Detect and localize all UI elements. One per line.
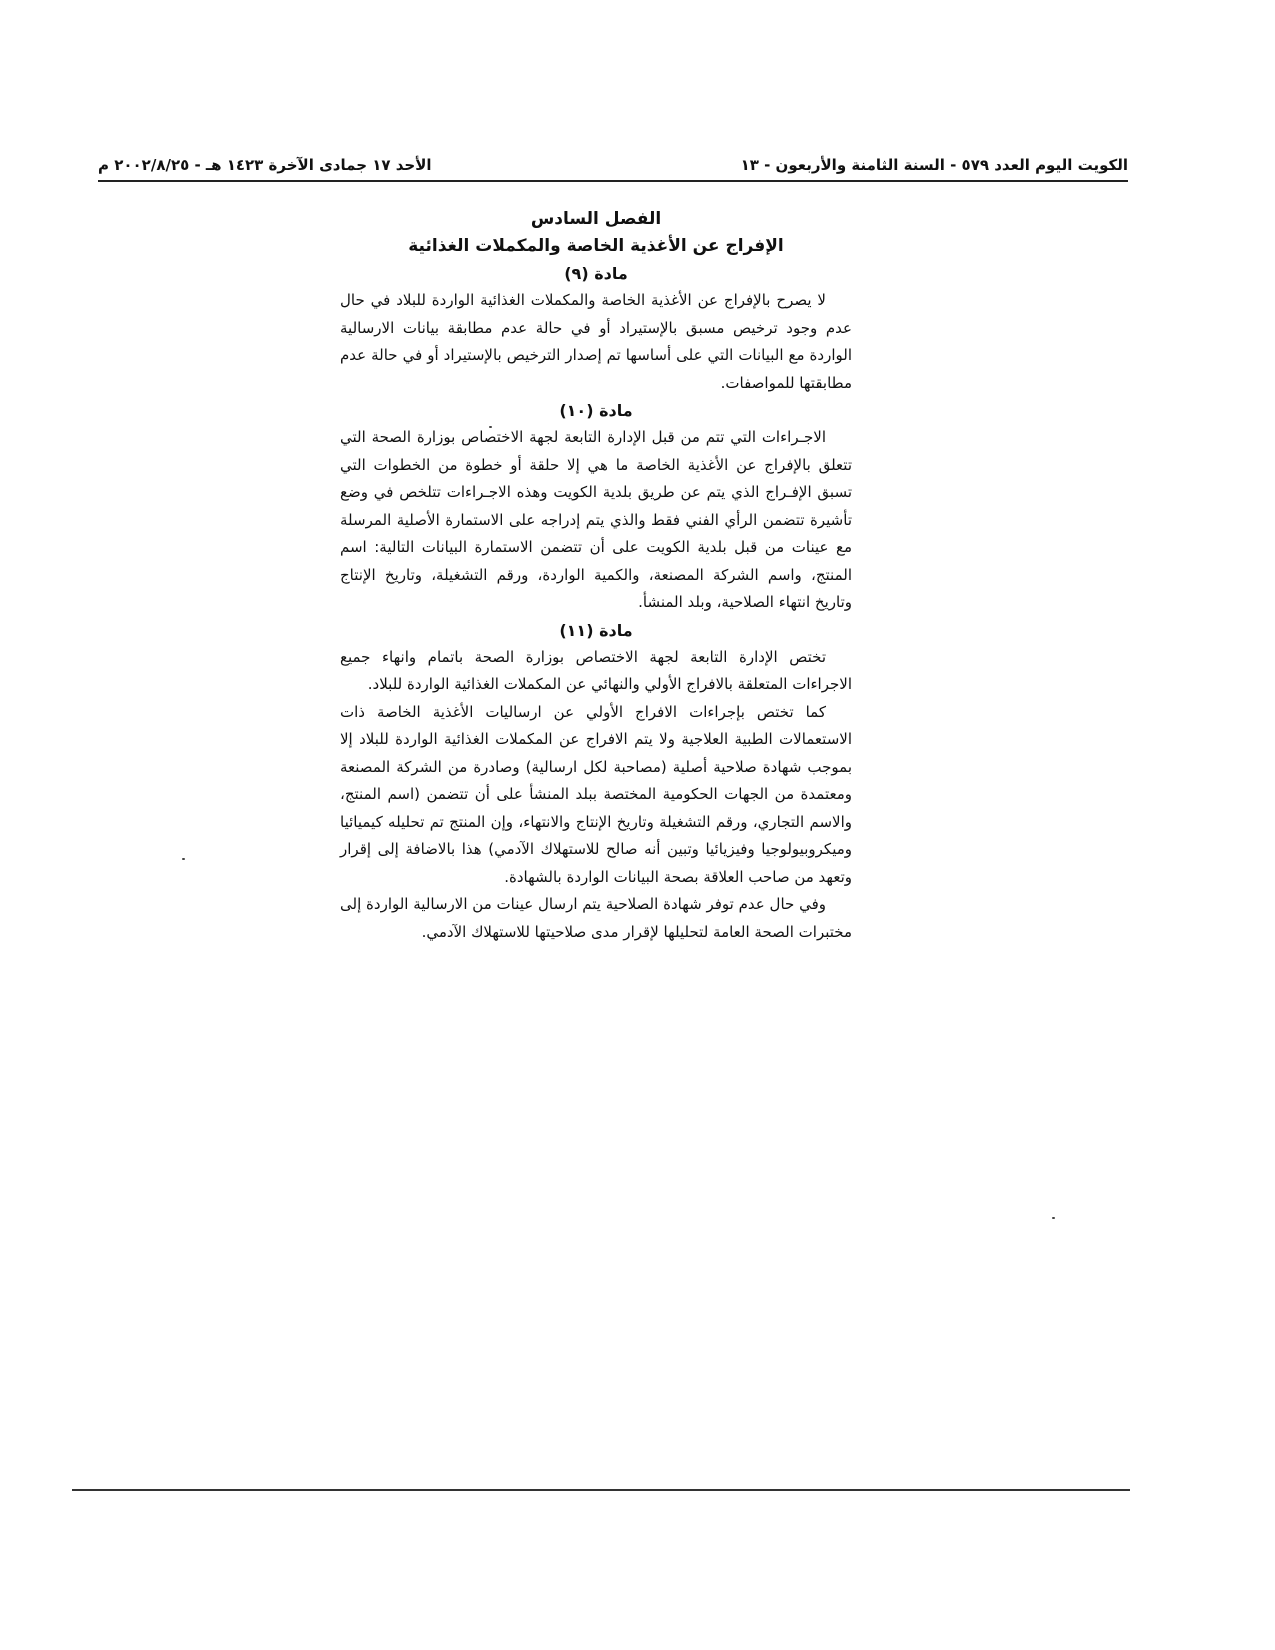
article-9 <box>340 260 852 397</box>
article-heading: مادة (٩) <box>564 264 628 283</box>
article-paragraph: وفي حال عدم توفر شهادة الصلاحية يتم ارسال عينات من الارسالية الواردة إلى مختبرات الصحة العامة لتحليلها لإقرار مدى صلاحيتها للاستهلاك الآدمي. <box>340 895 852 941</box>
article-paragraph: لا يصرح بالإفراج عن الأغذية الخاصة والمكملات الغذائية الواردة للبلاد في حال عدم وجود ترخيص مسبق بالإستيراد أو في حالة عدم مطابقة بيانات الارسالية الواردة مع البيانات التي على أساسها تم إصدار الترخيص بالإستيراد أو في حالة عدم مطابقتها للمواصفات. <box>340 291 852 392</box>
article-paragraph: كما تختص بإجراءات الافراج الأولي عن ارساليات الأغذية الخاصة ذات الاستعمالات الطبية العلاجية ولا يتم الافراج عن المكملات الغذائية الواردة للبلاد إلا بموجب شهادة صلاحية أصلية (مصاحبة لكل ارسالية) وصادرة من الشركة المصنعة ومعتمدة من الجهات الحكومية المختصة ببلد المنشأ على أن تتضمن (اسم المنتج، والاسم التجاري، ورقم التشغيلة وتاريخ الإنتاج والانتهاء، وإن المنتج تم تحليله كيميائيا وميكروبيولوجيا وفيزيائيا وتبين أنه صالح للاستهلاك الآدمي) هذا بالاضافة إلى إقرار وتعهد من صاحب العلاقة بصحة البيانات الواردة بالشهادة. <box>340 702 852 886</box>
scan-speck <box>1052 1217 1055 1219</box>
page-header <box>98 150 1128 182</box>
article-paragraph: تختص الإدارة التابعة لجهة الاختصاص بوزارة الصحة باتمام وانهاء جميع الاجراءات المتعلقة بالافراج الأولي والنهائي عن المكملات الغذائية الواردة للبلاد. <box>340 647 852 693</box>
article-10 <box>340 397 852 617</box>
article-paragraph: الاجـراءات التي تتم من قبل الإدارة التابعة لجهة الاختصاص بوزارة الصحة التي تتعلق بالإفراج عن الأغذية الخاصة ما هي إلا حلقة أو خطوة من الخطوات التي تسبق الإفـراج الذي يتم عن طريق بلدية الكويت وهذه الاجـراءات تتلخص في وضع تأشيرة تتضمن الرأي الفني فقط والذي يتم إدراجه على الاستمارة الأصلية المرسلة مع عينات من قبل بلدية الكويت على أن تتضمن الاستمارة البيانات التالية: اسم المنتج، واسم الشركة المصنعة، والكمية الواردة، ورقم التشغيلة، وتاريخ الإنتاج وتاريخ انتهاء الصلاحية، وبلد المنشأ. <box>340 428 852 611</box>
scan-speck <box>182 858 185 860</box>
article-heading: مادة (١١) <box>559 620 633 640</box>
scan-speck <box>489 426 492 428</box>
header-date: الأحد ١٧ جمادى الآخرة ١٤٢٣ هـ - ٢٠٠٢/٨/٢٥ م <box>98 156 432 174</box>
footer-rule <box>72 1489 1130 1491</box>
chapter-title: الإفراج عن الأغذية الخاصة والمكملات الغذائية <box>408 236 784 256</box>
header-issue-info: الكويت اليوم العدد ٥٧٩ - السنة الثامنة والأربعون - ١٣ <box>740 156 1128 174</box>
article-heading: مادة (١٠) <box>559 401 633 420</box>
article-11 <box>340 617 852 947</box>
chapter-number: الفصل السادس <box>530 209 662 229</box>
document-body <box>340 206 852 946</box>
